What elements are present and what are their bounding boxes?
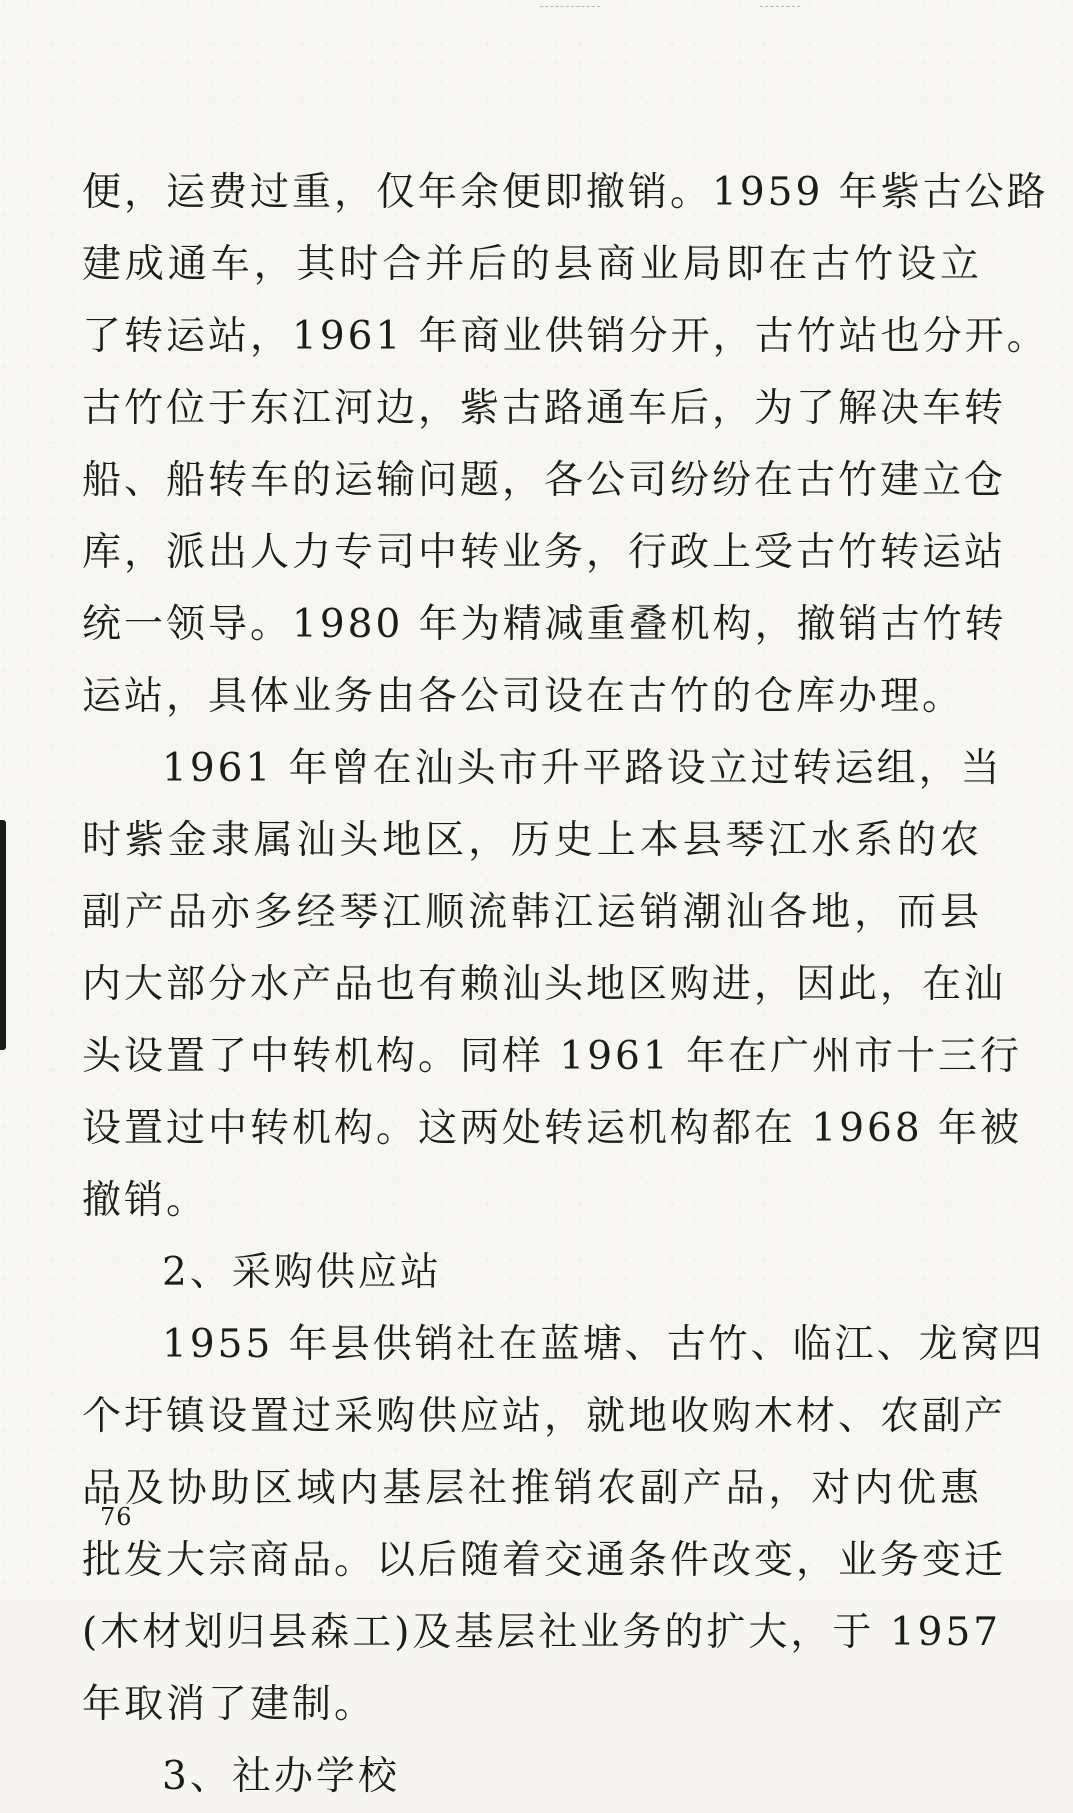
text-line: 头设置了中转机构。同样 1961 年在广州市十三行 <box>82 1034 1023 1079</box>
paragraph-start-line: 1961 年曾在汕头市升平路设立过转运组，当 <box>162 746 1003 791</box>
text-line: 年取消了建制。 <box>82 1682 377 1727</box>
text-line: 内大部分水产品也有赖汕头地区购进，因此，在汕 <box>82 962 1007 1007</box>
text-line: 品及协助区域内基层社推销农副产品，对内优惠 <box>82 1466 982 1511</box>
scan-mark <box>540 6 600 8</box>
text-line: 库，派出人力专司中转业务，行政上受古竹转运站 <box>82 530 1007 575</box>
text-line: 设置过中转机构。这两处转运机构都在 1968 年被 <box>82 1106 1023 1151</box>
text-line: 了转运站，1961 年商业供销分开，古竹站也分开。 <box>82 314 1049 359</box>
text-line: 建成通车，其时合并后的县商业局即在古竹设立 <box>82 242 982 287</box>
scan-mark <box>760 6 800 8</box>
paragraph-start-line: 1955 年县供销社在蓝塘、古竹、临江、龙窝四 <box>162 1322 1045 1367</box>
section-heading: 3、社办学校 <box>162 1754 400 1799</box>
text-line: (木材划归县森工)及基层社业务的扩大，于 1957 <box>82 1610 1002 1655</box>
section-heading: 2、采购供应站 <box>162 1250 442 1295</box>
text-line: 个圩镇设置过采购供应站，就地收购木材、农副产 <box>82 1394 1007 1439</box>
binding-shadow <box>0 820 6 1050</box>
text-line: 时紫金隶属汕头地区，历史上本县琴江水系的农 <box>82 818 982 863</box>
text-line: 统一领导。1980 年为精减重叠机构，撤销古竹转 <box>82 602 1007 647</box>
text-line: 便，运费过重，仅年余便即撤销。1959 年紫古公路 <box>82 170 1049 215</box>
text-line: 撤销。 <box>82 1178 209 1223</box>
page-number: 76 <box>100 1503 133 1531</box>
body-text <box>82 157 1049 1813</box>
text-line: 批发大宗商品。以后随着交通条件改变，业务变迁 <box>82 1538 1007 1583</box>
text-line: 古竹位于东江河边，紫古路通车后，为了解决车转 <box>82 386 1007 431</box>
text-line: 运站，具体业务由各公司设在古竹的仓库办理。 <box>82 674 965 719</box>
text-line: 船、船转车的运输问题，各公司纷纷在古竹建立仓 <box>82 458 1007 503</box>
text-line: 副产品亦多经琴江顺流韩江运销潮汕各地，而县 <box>82 890 982 935</box>
